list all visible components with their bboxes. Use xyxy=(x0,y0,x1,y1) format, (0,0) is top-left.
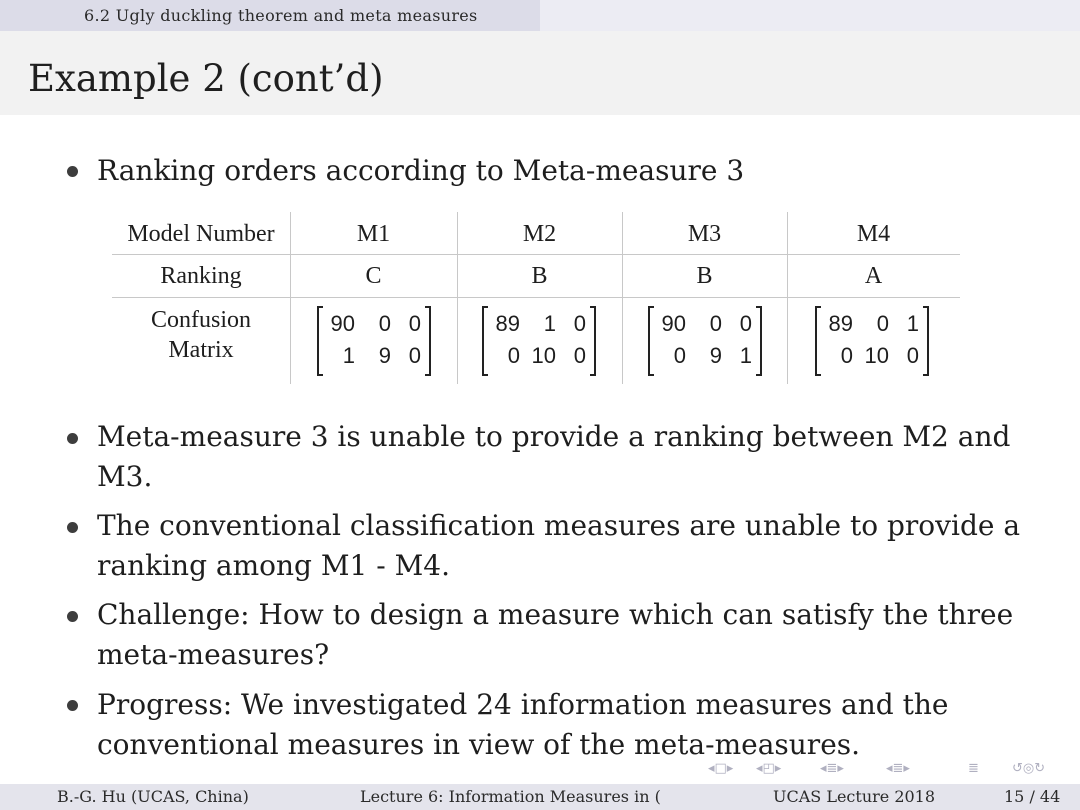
top-navigation-bar xyxy=(0,0,1080,31)
ranking-m2: B xyxy=(531,263,548,289)
matrix-value: 0 xyxy=(709,311,722,336)
footer-venue: UCAS Lecture 2018 xyxy=(773,787,936,806)
matrix-value: 0 xyxy=(906,343,919,368)
bullet-text: Meta-measure 3 is unable to provide a ranking between M2 and M3. xyxy=(97,420,1011,493)
matrix-value: 10 xyxy=(864,343,889,368)
matrix-value: 1 xyxy=(543,311,556,336)
confusion-matrix-m2 xyxy=(482,306,596,376)
matrix-value: 0 xyxy=(507,343,520,368)
matrix-value: 90 xyxy=(330,311,355,336)
bullet-dot xyxy=(67,522,78,533)
nav-section-icon[interactable]: ◂≣▸ xyxy=(886,761,910,776)
bullet-text: The conventional classification measures are unable to provide a ranking among M1 - M4. xyxy=(97,509,1021,582)
matrix-bracket-right xyxy=(590,306,596,376)
bullet-dot xyxy=(67,611,78,622)
bullet-text: Progress: We investigated 24 information measures and the conventional measures in view of the meta-measures. xyxy=(97,688,949,761)
confusion-matrix-m3 xyxy=(648,306,762,376)
matrix-value: 90 xyxy=(661,311,686,336)
footer-bar xyxy=(0,784,1080,810)
model-header-m3: M3 xyxy=(687,221,722,247)
matrix-value: 0 xyxy=(739,311,752,336)
section-title[interactable]: 6.2 Ugly duckling theorem and meta measures xyxy=(0,0,540,31)
confusion-matrix-m1 xyxy=(317,306,431,376)
row-divider xyxy=(112,297,960,298)
matrix-value: 1 xyxy=(906,311,919,336)
matrix-value: 0 xyxy=(408,311,421,336)
bullet-text: Ranking orders according to Meta-measure 3 xyxy=(97,154,745,187)
footer-page-number: 15 / 44 xyxy=(1004,787,1061,806)
matrix-value: 10 xyxy=(531,343,556,368)
frame-title: Example 2 (cont’d) xyxy=(28,57,384,100)
bullet-dot xyxy=(67,700,78,711)
ranking-m1: C xyxy=(365,263,382,289)
matrix-value: 9 xyxy=(378,343,391,368)
bullet-dot xyxy=(67,433,78,444)
matrix-bracket-right xyxy=(923,306,929,376)
matrix-value: 89 xyxy=(828,311,853,336)
confusion-matrix-m4 xyxy=(815,306,929,376)
ranking-m4: A xyxy=(864,263,883,289)
matrix-value: 1 xyxy=(342,343,355,368)
matrix-value: 0 xyxy=(378,311,391,336)
ranking-m3: B xyxy=(696,263,713,289)
matrix-value: 1 xyxy=(739,343,752,368)
row-divider xyxy=(112,254,960,255)
matrix-value: 9 xyxy=(709,343,722,368)
matrix-value: 0 xyxy=(673,343,686,368)
row-label-model-number: Model Number xyxy=(127,221,275,247)
matrix-value: 89 xyxy=(495,311,520,336)
row-label-ranking: Ranking xyxy=(160,263,242,289)
ranking-table xyxy=(112,212,960,384)
model-header-m4: M4 xyxy=(856,221,891,247)
matrix-value: 0 xyxy=(573,343,586,368)
model-header-m2: M2 xyxy=(522,221,557,247)
model-header-m1: M1 xyxy=(356,221,391,247)
matrix-bracket-right xyxy=(756,306,762,376)
footer-lecture-title[interactable]: Lecture 6: Information Measures in ( xyxy=(360,787,661,806)
nav-prev-icon[interactable]: ◂◰▸ xyxy=(756,761,782,776)
nav-subsection-icon[interactable]: ≣ xyxy=(968,761,979,776)
matrix-value: 0 xyxy=(573,311,586,336)
matrix-bracket-right xyxy=(425,306,431,376)
nav-frame-icon[interactable]: ◂≣▸ xyxy=(820,761,844,776)
footer-author[interactable]: B.-G. Hu (UCAS, China) xyxy=(57,787,249,806)
row-label-matrix: Matrix xyxy=(168,337,234,363)
bullet-text: Challenge: How to design a measure which can satisfy the three meta-measures? xyxy=(97,598,1014,671)
matrix-value: 0 xyxy=(876,311,889,336)
row-label-confusion: Confusion xyxy=(150,307,251,333)
matrix-value: 0 xyxy=(840,343,853,368)
nav-first-icon[interactable]: ◂□▸ xyxy=(708,761,734,776)
matrix-value: 0 xyxy=(408,343,421,368)
nav-search-icon[interactable]: ↺◎↻ xyxy=(1012,761,1046,776)
bullet-dot xyxy=(67,166,78,177)
